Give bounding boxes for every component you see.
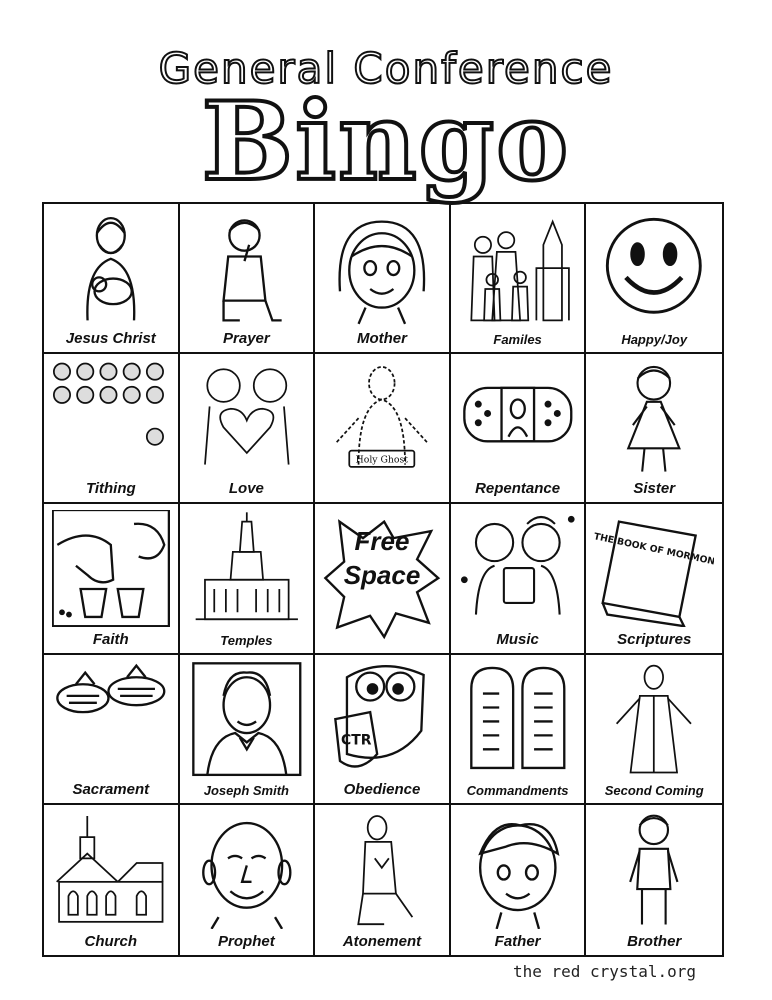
- cell-label: Atonement: [342, 932, 422, 950]
- bingo-cell[interactable]: [44, 204, 180, 354]
- bingo-grid: [42, 202, 724, 957]
- cell-label: Tithing: [85, 480, 136, 498]
- singing-children-icon: [459, 510, 577, 626]
- praying-child-icon: [188, 210, 306, 326]
- cell-label: Obedience: [343, 780, 421, 798]
- cell-label: Happy/Joy: [621, 332, 688, 348]
- bingo-cell[interactable]: [315, 204, 451, 354]
- bandage-icon: [459, 360, 577, 476]
- cell-label: Scriptures: [617, 630, 692, 648]
- cell-label: Brother: [627, 932, 682, 950]
- children-heart-icon: [188, 360, 306, 476]
- cell-label: Temples: [220, 632, 273, 648]
- bingo-cell[interactable]: [180, 204, 316, 354]
- bingo-cell[interactable]: [451, 805, 587, 955]
- bingo-cell[interactable]: [586, 354, 722, 504]
- ctr-shield-icon: [323, 661, 441, 777]
- stone-tablets-icon: [459, 661, 577, 777]
- bingo-cell[interactable]: [44, 655, 180, 805]
- jesus-lamb-icon: [52, 210, 170, 326]
- free-space-line1: Free: [354, 526, 410, 557]
- bingo-cell[interactable]: [586, 655, 722, 805]
- holy-ghost-icon: [323, 360, 441, 476]
- girl-icon: [594, 360, 714, 476]
- free-space-line2: Space: [343, 560, 421, 591]
- bingo-cell[interactable]: [44, 504, 180, 654]
- cell-label: Sister: [633, 480, 676, 498]
- bingo-cell[interactable]: [451, 504, 587, 654]
- cell-label: Love: [228, 480, 264, 498]
- cell-label: Sacrament: [72, 780, 150, 798]
- bingo-cell[interactable]: [44, 805, 180, 955]
- bingo-cell[interactable]: [586, 504, 722, 654]
- smiley-face-icon: [594, 210, 714, 326]
- boy-standing-icon: [594, 811, 714, 929]
- cell-label: Second Coming: [604, 782, 704, 798]
- bingo-cell[interactable]: [44, 354, 180, 504]
- kneeling-jesus-icon: [323, 811, 441, 929]
- bingo-cell[interactable]: [451, 354, 587, 504]
- cell-label: Faith: [92, 630, 129, 648]
- bingo-cell[interactable]: [315, 655, 451, 805]
- cell-label: Prophet: [218, 932, 275, 950]
- cell-label: Commandments: [466, 782, 569, 798]
- joseph-smith-portrait-icon: [188, 661, 306, 777]
- book-of-mormon-icon: [594, 510, 714, 626]
- bingo-cell[interactable]: [180, 655, 316, 805]
- mother-face-icon: [323, 210, 441, 326]
- bingo-cell[interactable]: [180, 805, 316, 955]
- cell-label: Familes: [493, 332, 542, 348]
- planting-seeds-icon: [52, 510, 170, 626]
- cell-label: Joseph Smith: [203, 782, 290, 798]
- page-subtitle: General Conference: [158, 44, 614, 93]
- bingo-cell[interactable]: [315, 805, 451, 955]
- bingo-cell[interactable]: [451, 655, 587, 805]
- sacrament-trays-icon: [52, 661, 170, 777]
- cell-label: Repentance: [475, 480, 561, 498]
- family-temple-icon: [459, 210, 577, 326]
- jesus-robe-icon: [594, 661, 714, 777]
- church-building-icon: [52, 811, 170, 929]
- prophet-face-icon: [188, 811, 306, 929]
- cell-label: Church: [84, 932, 138, 950]
- bingo-cell[interactable]: [315, 354, 451, 504]
- cell-label: Father: [494, 932, 541, 950]
- bingo-cell[interactable]: [586, 805, 722, 955]
- bingo-cell[interactable]: [451, 204, 587, 354]
- cell-label: Prayer: [223, 330, 270, 348]
- book-title-text: THE BOOK OF MORMON: [594, 531, 714, 569]
- cell-label: Music: [496, 630, 539, 648]
- bingo-cell[interactable]: [586, 204, 722, 354]
- bingo-cell[interactable]: [180, 504, 316, 654]
- boy-face-icon: [459, 811, 577, 929]
- cell-label: Jesus Christ: [65, 330, 156, 348]
- holy-ghost-banner-text: Holy Ghost: [355, 454, 409, 466]
- coins-icon: [52, 360, 170, 476]
- temple-icon: [188, 510, 306, 626]
- shield-text: CTR: [341, 732, 372, 749]
- bingo-cell[interactable]: [315, 504, 451, 654]
- bingo-cell[interactable]: [180, 354, 316, 504]
- page-title: Bingo: [201, 79, 571, 205]
- footer-credit[interactable]: the red crystal.org: [512, 962, 696, 981]
- cell-label: Mother: [356, 330, 407, 348]
- free-space-text: [315, 524, 449, 592]
